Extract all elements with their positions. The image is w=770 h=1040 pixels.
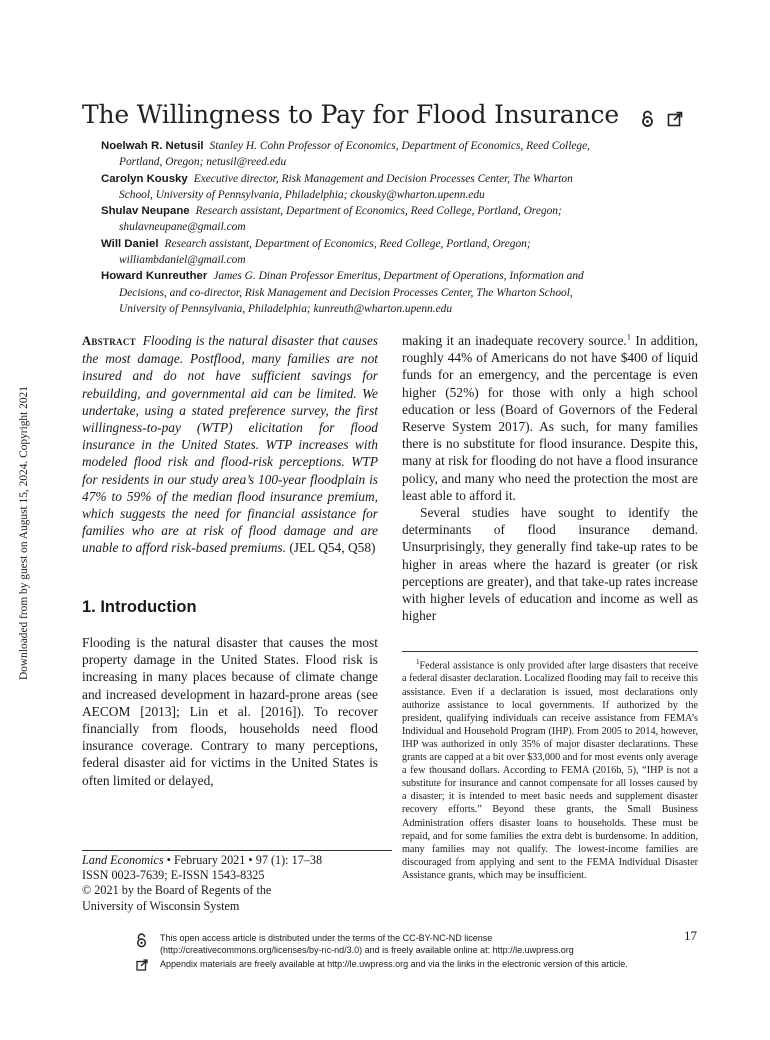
author-entry bbox=[101, 171, 701, 204]
author-entry bbox=[101, 138, 701, 171]
author-list bbox=[101, 138, 701, 317]
author-affiliation: School, University of Pennsylvania, Philadelphia; ckousky@wharton.upenn.edu bbox=[119, 188, 485, 201]
page-number: 17 bbox=[684, 928, 697, 943]
footnote-mark: 1 bbox=[416, 658, 420, 666]
article-title: The Willingness to Pay for Flood Insurance bbox=[82, 100, 619, 129]
author-affiliation: Portland, Oregon; netusil@reed.edu bbox=[119, 156, 287, 169]
abstract-body: Flooding is the natural disaster that causes the most damage. Postflood, many families are not insured and do not have sufficient savings for rebuilding, and governmental aid can be limited. We undertake, using a stated preference survey, the first willingness-to-pay (WTP) elicitation for flood insurance in the United States. WTP increases with modeled flood risk and flood-risk perceptions. WTP for residents in our study area’s 100-year floodplain is 47% to 59% of the median flood insurance premium, which suggests the need for financial assistance for families who are at risk of flood damage and are unable to afford risk-based premiums. bbox=[82, 333, 378, 556]
author-name: Will Daniel bbox=[101, 237, 159, 250]
journal-info bbox=[82, 853, 392, 914]
supplementary-link-icon[interactable] bbox=[667, 111, 683, 127]
author-affiliation: James G. Dinan Professor Emeritus, Department of Operations, Information and bbox=[213, 270, 584, 283]
page-title bbox=[82, 100, 683, 131]
open-access-icon bbox=[136, 933, 147, 948]
author-entry bbox=[101, 268, 701, 317]
footnote-text: Federal assistance is only provided after large disasters that receive a federal disaster declaration. Localized flooding may fail to receive this assistance. Even if a declaration is issued, most declarations only authorize assistance to local governments. If authorized by the president, qualifying individuals can receive assistance from FEMA’s Individual and Household Program (IHP). From 2005 to 2014, however, IHP was authorized in only 35% of major disaster declarations. These grants are capped at a bit over $33,000 and for most events only average a few thousand dollars. According to FEMA (2016b, 5), “IHP is not a substitute for insurance and cannot compensate for all losses caused by a disaster; it is intended to meet basic needs and supplement disaster recovery efforts.” Beyond these grants, the Small Business Administration offers disaster loans to households. These must be repaid, and for some families the extra debt is burdensome. In addition, many families may not qualify. The lowest-income families are discouraged from applying and sent to the FEMA Individual Disaster Assistance grants, which may be insufficient. bbox=[402, 660, 698, 881]
body-text: In addition, roughly 44% of Americans do not have $400 of liquid funds for an emergency, and the percentage is even higher (52%) for those with only a high school education or less (Board of Governors of the Federal Reserve System 2017). As such, for many families there is no substitute for flood insurance. Despite this, many at risk for flooding do not have a flood insurance policy, and many who need the protection the most are least able to afford it. bbox=[402, 333, 699, 503]
author-affiliation: shulavneupane@gmail.com bbox=[119, 221, 246, 234]
author-affiliation: williambdaniel@gmail.com bbox=[119, 254, 246, 267]
appendix-text: Appendix materials are freely available at http://le.uwpress.org and via the links in the electronic version of this article. bbox=[160, 959, 628, 970]
author-name: Howard Kunreuther bbox=[101, 270, 208, 283]
body-text: making it an inadequate recovery source. bbox=[402, 333, 627, 348]
author-affiliation: Research assistant, Department of Economics, Reed College, Portland, Oregon; bbox=[195, 205, 562, 218]
journal-name: Land Economics bbox=[82, 853, 164, 867]
author-name: Carolyn Kousky bbox=[101, 172, 188, 185]
abstract-label: Abstract bbox=[82, 334, 136, 348]
author-affiliation: Decisions, and co-director, Risk Management and Decision Processes Center, The Wharton School, bbox=[119, 286, 573, 299]
author-affiliation: University of Pennsylvania, Philadelphia; kunreuth@wharton.upenn.edu bbox=[119, 302, 453, 315]
journal-divider bbox=[82, 850, 392, 851]
journal-issn: ISSN 0023-7639; E-ISSN 1543-8325 bbox=[82, 868, 265, 883]
intro-text: Flooding is the natural disaster that causes the most property damage in the United States. Flood risk is increasing in many places because of climate change and increased development in hazard-prone areas (see AECOM [2013]; Lin et al. [2016]). To recover financially from floods, households need flood insurance coverage. Contrary to many perceptions, federal disaster aid for victims in the United States is often limited or delayed, bbox=[82, 635, 378, 788]
download-notice-text: Downloaded from by guest on August 15, 2024. Copyright 2021 bbox=[18, 386, 30, 680]
right-column bbox=[402, 332, 698, 624]
author-affiliation: Executive director, Risk Management and Decision Processes Center, The Wharton bbox=[193, 172, 573, 185]
author-affiliation: Research assistant, Department of Economics, Reed College, Portland, Oregon; bbox=[164, 237, 531, 250]
jel-codes: (JEL Q54, Q58) bbox=[289, 540, 376, 556]
open-access-text: This open access article is distributed under the terms of the CC-BY-NC-ND license (http://creativecommons.org/licenses/by-nc-nd/3.0) and is freely available online at: http://le.uwpress.org bbox=[160, 933, 574, 956]
footnote-ref[interactable]: 1 bbox=[626, 331, 632, 342]
author-name: Noelwah R. Netusil bbox=[101, 140, 204, 152]
supplementary-link-icon bbox=[136, 959, 148, 971]
journal-copyright: © 2021 by the Board of Regents of the bbox=[82, 883, 272, 898]
journal-issue: • February 2021 • 97 (1): 17–38 bbox=[163, 853, 323, 867]
open-access-notice bbox=[136, 932, 646, 956]
author-entry bbox=[101, 203, 701, 236]
journal-publisher: University of Wisconsin System bbox=[82, 898, 240, 913]
appendix-notice bbox=[136, 958, 646, 970]
body-paragraph: Several studies have sought to identify the determinants of flood insurance demand. Unsurprisingly, they generally find take-up rates to be higher in areas where the hazard is greater (or risk perceptions are greater), and that take-up rates increase with higher levels of education and income as well as higher bbox=[402, 505, 698, 624]
section-heading: 1. Introduction bbox=[82, 598, 197, 616]
access-notices bbox=[136, 932, 646, 971]
body-paragraph bbox=[402, 332, 698, 504]
footnote-divider bbox=[402, 651, 698, 652]
author-name: Shulav Neupane bbox=[101, 205, 190, 218]
download-notice bbox=[18, 386, 38, 1040]
open-access-icon[interactable] bbox=[641, 110, 654, 128]
abstract bbox=[82, 332, 378, 557]
intro-paragraph bbox=[82, 634, 378, 789]
author-entry bbox=[101, 236, 701, 269]
journal-line bbox=[82, 853, 392, 868]
footnote bbox=[402, 656, 698, 882]
author-affiliation: Stanley H. Cohn Professor of Economics, Department of Economics, Reed College, bbox=[209, 140, 591, 152]
